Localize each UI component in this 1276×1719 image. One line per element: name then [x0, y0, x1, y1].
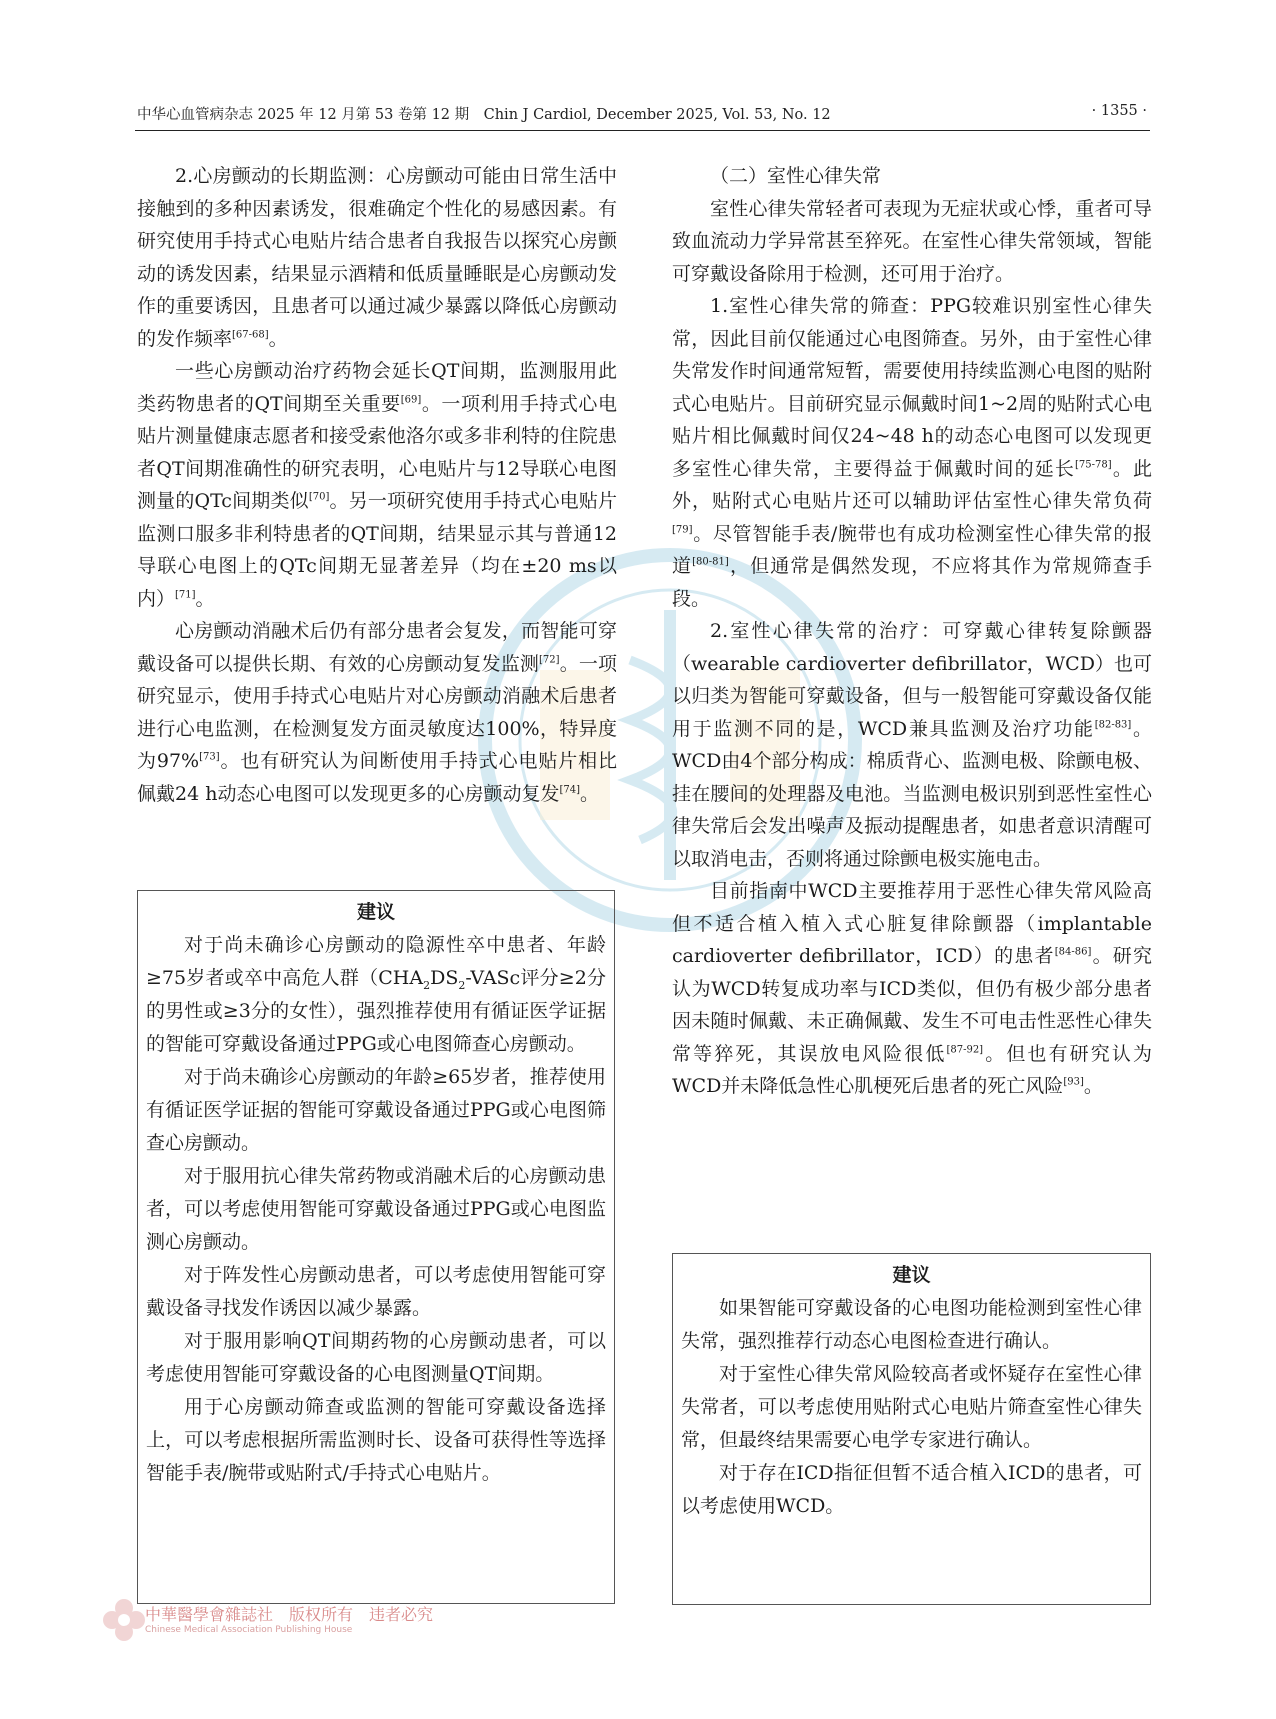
publisher-copyright: 中華醫學會雜誌社 版权所有 违者必究 [145, 1605, 434, 1624]
citation: [70] [308, 491, 330, 503]
recommendation-title: 建议 [892, 1264, 931, 1286]
recommendation-item: 对于服用抗心律失常药物或消融术后的心房颤动患者，可以考虑使用智能可穿戴设备通过PPG或心电图监测心房颤动。 [146, 1165, 606, 1253]
section-heading: （二）室性心律失常 [710, 165, 882, 187]
citation: [69] [400, 394, 422, 406]
page-number: · 1355 · [1091, 103, 1147, 119]
recommendation-item: 如果智能可穿戴设备的心电图功能检测到室性心律失常，强烈推荐行动态心电图检查进行确认。 [681, 1297, 1142, 1352]
header-rule [135, 130, 1150, 131]
citation: [74] [559, 784, 580, 796]
recommendation-item: 对于室性心律失常风险较高者或怀疑存在室性心律失常者，可以考虑使用贴附式心电贴片筛查室性心律失常，但最终结果需要心电学专家进行确认。 [681, 1363, 1142, 1451]
citation: [80-81] [692, 556, 729, 568]
recommendation-item: 对于服用影响QT间期药物的心房颤动患者，可以考虑使用智能可穿戴设备的心电图测量QT间期。 [146, 1330, 606, 1385]
citation: [71] [175, 589, 196, 601]
citation: [93] [1063, 1076, 1084, 1088]
citation: [75-78] [1075, 459, 1112, 471]
journal-citation: 中华心血管病杂志 2025 年 12 月第 53 卷第 12 期 Chin J Cardiol, December 2025, Vol. 53, No. 12 [137, 107, 831, 123]
citation: [82-83] [1094, 719, 1132, 731]
citation: [73] [199, 751, 220, 763]
recommendation-item: 对于尚未确诊心房颤动的隐源性卒中患者、年龄≥75岁者或卒中高危人群（$CHA_2DS_2$-VASc评分≥2分的男性或≥3分的女性），强烈推荐使用有循证医学证据的智能可穿戴设备通过PPG或心电图筛查心房颤动。 [146, 934, 606, 1055]
recommendation-title: 建议 [356, 901, 395, 923]
paragraph: 一些心房颤动治疗药物会延长QT间期，监测服用此类药物患者的QT间期至关重要[69]。一项利用手持式心电贴片测量健康志愿者和接受索他洛尔或多非利特的住院患者QT间期准确性的研究表明，心电贴片与12导联心电图测量的QTc间期类似[70]。另一项研究使用手持式心电贴片监测口服多非利特患者的QT间期，结果显示其与普通12导联心电图上的QTc间期无显著差异（均在±20 ms以内）[71]。 [137, 360, 617, 610]
recommendation-item: 用于心房颤动筛查或监测的智能可穿戴设备选择上，可以考虑根据所需监测时长、设备可获得性等选择智能手表/腕带或贴附式/手持式心电贴片。 [146, 1396, 606, 1484]
paragraph: 2.室性心律失常的治疗：可穿戴心律转复除颤器（wearable cardioverter defibrillator，WCD）也可以归类为智能可穿戴设备，但与一般智能可穿戴设备仅能用于监测不同的是，WCD兼具监测及治疗功能[82-83]。WCD由4个部分构成：棉质背心、监测电极、除颤电极、挂在腰间的处理器及电池。当监测电极识别到恶性室性心律失常后会发出噪声及振动提醒患者，如患者意识清醒可以取消电击，否则将通过除颤电极实施电击。 [672, 620, 1152, 870]
citation: [72] [539, 654, 560, 666]
paragraph: 心房颤动消融术后仍有部分患者会复发，而智能可穿戴设备可以提供长期、有效的心房颤动复发监测[72]。一项研究显示，使用手持式心电贴片对心房颤动消融术后患者进行心电监测，在检测复发方面灵敏度达100%，特异度为97%[73]。也有研究认为间断使用手持式心电贴片相比佩戴24 h动态心电图可以发现更多的心房颤动复发[74]。 [137, 620, 617, 805]
recommendation-box-va [672, 1253, 1151, 1605]
citation: [87-92] [946, 1044, 984, 1056]
publisher-name-en: Chinese Medical Association Publishing House [145, 1625, 353, 1635]
paragraph: 2.心房颤动的长期监测：心房颤动可能由日常生活中接触到的多种因素诱发，很难确定个性化的易感因素。有研究使用手持式心电贴片结合患者自我报告以探究心房颤动的诱发因素，结果显示酒精和低质量睡眠是心房颤动发作的重要诱因，且患者可以通过减少暴露以降低心房颤动的发作频率[67-68]。 [137, 165, 617, 350]
citation: [79] [672, 524, 693, 536]
paragraph: 目前指南中WCD主要推荐用于恶性心律失常风险高但不适合植入植入式心脏复律除颤器（implantable cardioverter defibrillator，ICD）的患者[84-86]。研究认为WCD转复成功率与ICD类似，但仍有极少部分患者因未随时佩戴、未正确佩戴、发生不可电击性恶性心律失常等猝死，其误放电风险很低[87-92]。但也有研究认为WCD并未降低急性心肌梗死后患者的死亡风险[93]。 [672, 880, 1152, 1097]
citation: [84-86] [1054, 946, 1092, 958]
right-column [672, 160, 1152, 1103]
paragraph: 1.室性心律失常的筛查：PPG较难识别室性心律失常，因此目前仅能通过心电图筛查。另外，由于室性心律失常发作时间通常短暂，需要使用持续监测心电图的贴附式心电贴片。目前研究显示佩戴时间1~2周的贴附式心电贴片相比佩戴时间仅24~48 h的动态心电图可以发现更多室性心律失常，主要得益于佩戴时间的延长[75-78]。此外，贴附式心电贴片还可以辅助评估室性心律失常负荷[79]。尽管智能手表/腕带也有成功检测室性心律失常的报道[80-81]，但通常是偶然发现，不应将其作为常规筛查手段。 [672, 295, 1152, 610]
recommendation-item: 对于阵发性心房颤动患者，可以考虑使用智能可穿戴设备寻找发作诱因以减少暴露。 [146, 1264, 606, 1319]
recommendation-box-af [137, 890, 615, 1604]
recommendation-item: 对于尚未确诊心房颤动的年龄≥65岁者，推荐使用有循证医学证据的智能可穿戴设备通过PPG或心电图筛查心房颤动。 [146, 1066, 606, 1154]
paragraph: 室性心律失常轻者可表现为无症状或心悸，重者可导致血流动力学异常甚至猝死。在室性心律失常领域，智能可穿戴设备除用于检测，还可用于治疗。 [672, 197, 1152, 285]
left-column [137, 160, 617, 810]
citation: [67-68] [232, 329, 269, 341]
running-header [137, 103, 1147, 127]
recommendation-item: 对于存在ICD指征但暂不适合植入ICD的患者，可以考虑使用WCD。 [681, 1462, 1142, 1517]
